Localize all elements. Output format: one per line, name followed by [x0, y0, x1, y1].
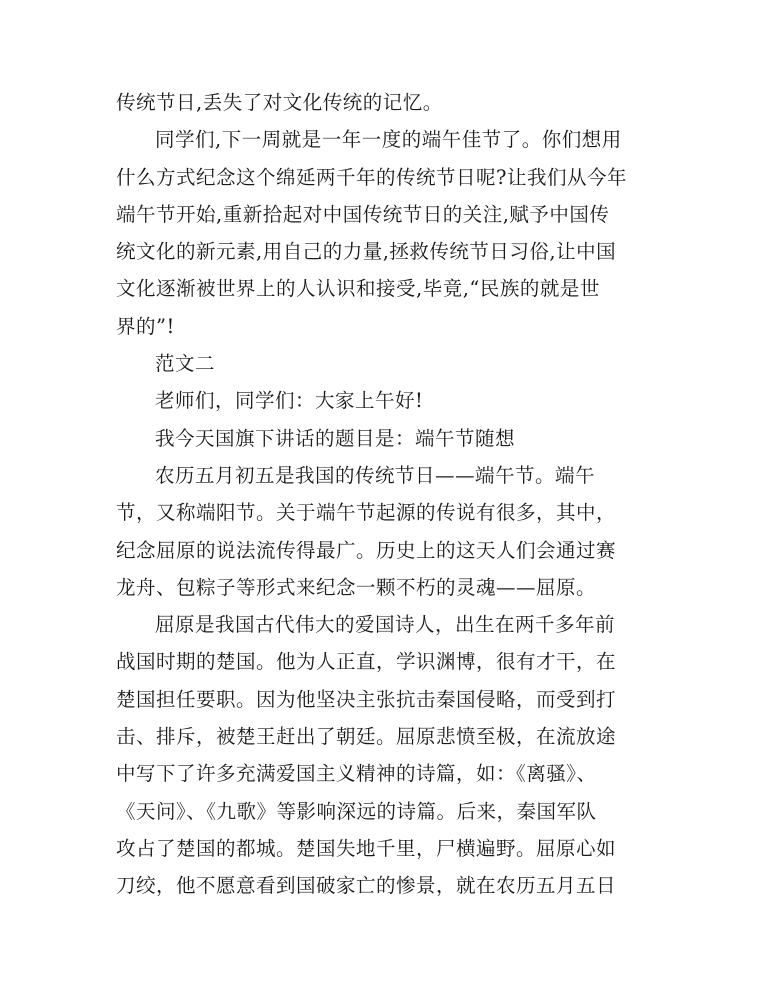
text-line: 纪念屈原的说法流传得最广。历史上的这天人们会通过赛	[116, 538, 617, 562]
text-line: 攻占了楚国的都城。楚国失地千里，尸横遍野。屈原心如	[116, 836, 617, 860]
text-line: 刀绞，他不愿意看到国破家亡的惨景，就在农历五月五日	[116, 874, 617, 898]
text-line: 统文化的新元素,用自己的力量,拯救传统节日习俗,让中国	[116, 240, 617, 264]
text-line: 击、排斥，被楚王赶出了朝廷。屈原悲愤至极，在流放途	[116, 725, 617, 749]
text-line: 文化逐渐被世界上的人认识和接受,毕竟,“民族的就是世	[116, 277, 600, 301]
text-line: 传统节日,丢失了对文化传统的记忆。	[116, 91, 443, 114]
text-line: 屈原是我国古代伟大的爱国诗人，出生在两千多年前	[155, 613, 616, 637]
text-line: 《天问》、《九歌》等影响深远的诗篇。后来，秦国军队	[116, 799, 597, 823]
text-line: 中写下了许多充满爱国主义精神的诗篇，如：《离骚》、	[116, 762, 597, 786]
text-line: 什么方式纪念这个绵延两千年的传统节日呢?让我们从今年	[116, 165, 627, 189]
text-line: 节，又称端阳节。关于端午节起源的传说有很多，其中，	[116, 501, 617, 525]
text-line: 农历五月初五是我国的传统节日——端午节。端午	[155, 463, 596, 487]
text-line: 龙舟、包粽子等形式来纪念一颗不朽的灵魂——屈原。	[116, 575, 597, 599]
text-line: 端午节开始,重新拾起对中国传统节日的关注,赋予中国传	[116, 202, 610, 226]
section-heading: 范文二	[155, 352, 216, 376]
text-line: 楚国担任要职。因为他坚决主张抗击秦国侵略，而受到打	[116, 687, 617, 711]
text-line: 同学们,下一周就是一年一度的端午佳节了。你们想用	[155, 128, 622, 152]
document-body	[116, 84, 646, 905]
text-line: 老师们，同学们：大家上午好!	[155, 389, 424, 413]
text-line: 我今天国旗下讲话的题目是：端午节随想	[155, 426, 516, 450]
text-line: 战国时期的楚国。他为人正直，学识渊博，很有才干，在	[116, 650, 617, 674]
text-line: 界的”!	[116, 314, 175, 338]
